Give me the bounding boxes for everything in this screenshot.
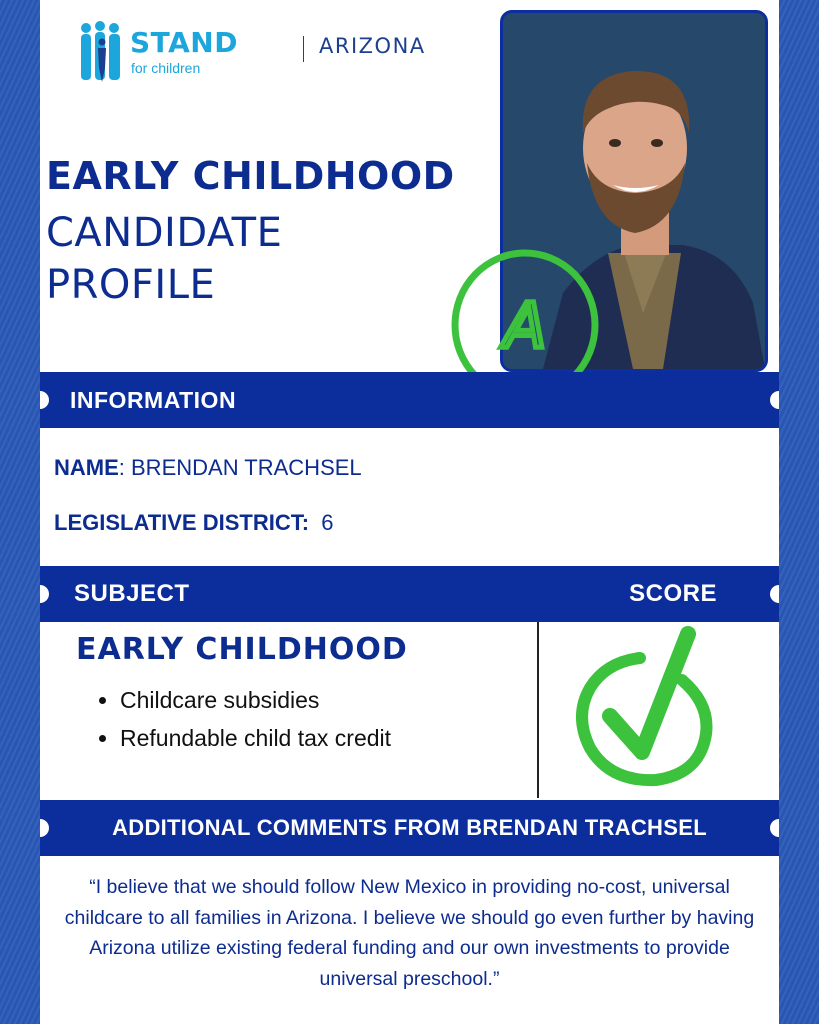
candidate-name-row	[54, 455, 362, 481]
candidate-profile-card	[40, 0, 779, 1024]
page-title-line3: PROFILE	[46, 262, 216, 308]
grade-letter: A	[503, 289, 547, 362]
subject-banner	[40, 566, 779, 622]
logo-divider	[303, 36, 304, 62]
subject-title: EARLY CHILDHOOD	[76, 632, 408, 667]
stand-for-children-logo	[78, 20, 426, 84]
subject-heading: SUBJECT	[74, 580, 190, 607]
district-row	[54, 510, 334, 536]
page-title-line1: EARLY CHILDHOOD	[46, 154, 455, 198]
brand-tagline: for children	[131, 60, 201, 76]
green-checkmark-icon	[570, 624, 730, 792]
children-figures-icon	[78, 20, 126, 84]
information-banner	[40, 372, 779, 428]
brand-name: STAND	[130, 26, 238, 59]
information-heading: INFORMATION	[70, 386, 237, 413]
comments-heading: ADDITIONAL COMMENTS FROM BRENDAN TRACHSEL	[112, 815, 707, 840]
subject-items-list	[98, 686, 391, 762]
page-title-line2: CANDIDATE	[46, 210, 283, 256]
candidate-quote: “I believe that we should follow New Mexico in providing no-cost, universal childcare to all families in Arizona. I believe we should go even further by having Arizona utilize existing federal funding and our own investments to provide universal preschool.”	[64, 876, 755, 990]
subject-section	[40, 622, 779, 800]
name-label: NAME	[54, 455, 119, 480]
list-item: • Refundable child tax credit	[120, 724, 391, 752]
comments-banner	[40, 800, 779, 856]
column-divider	[537, 622, 539, 798]
brand-state: ARIZONA	[319, 34, 426, 58]
score-heading: SCORE	[629, 580, 717, 607]
name-value: : BRENDAN TRACHSEL	[118, 455, 362, 480]
list-item: • Childcare subsidies	[120, 686, 391, 714]
district-label: LEGISLATIVE DISTRICT:	[54, 510, 310, 535]
district-value: 6	[321, 510, 334, 535]
